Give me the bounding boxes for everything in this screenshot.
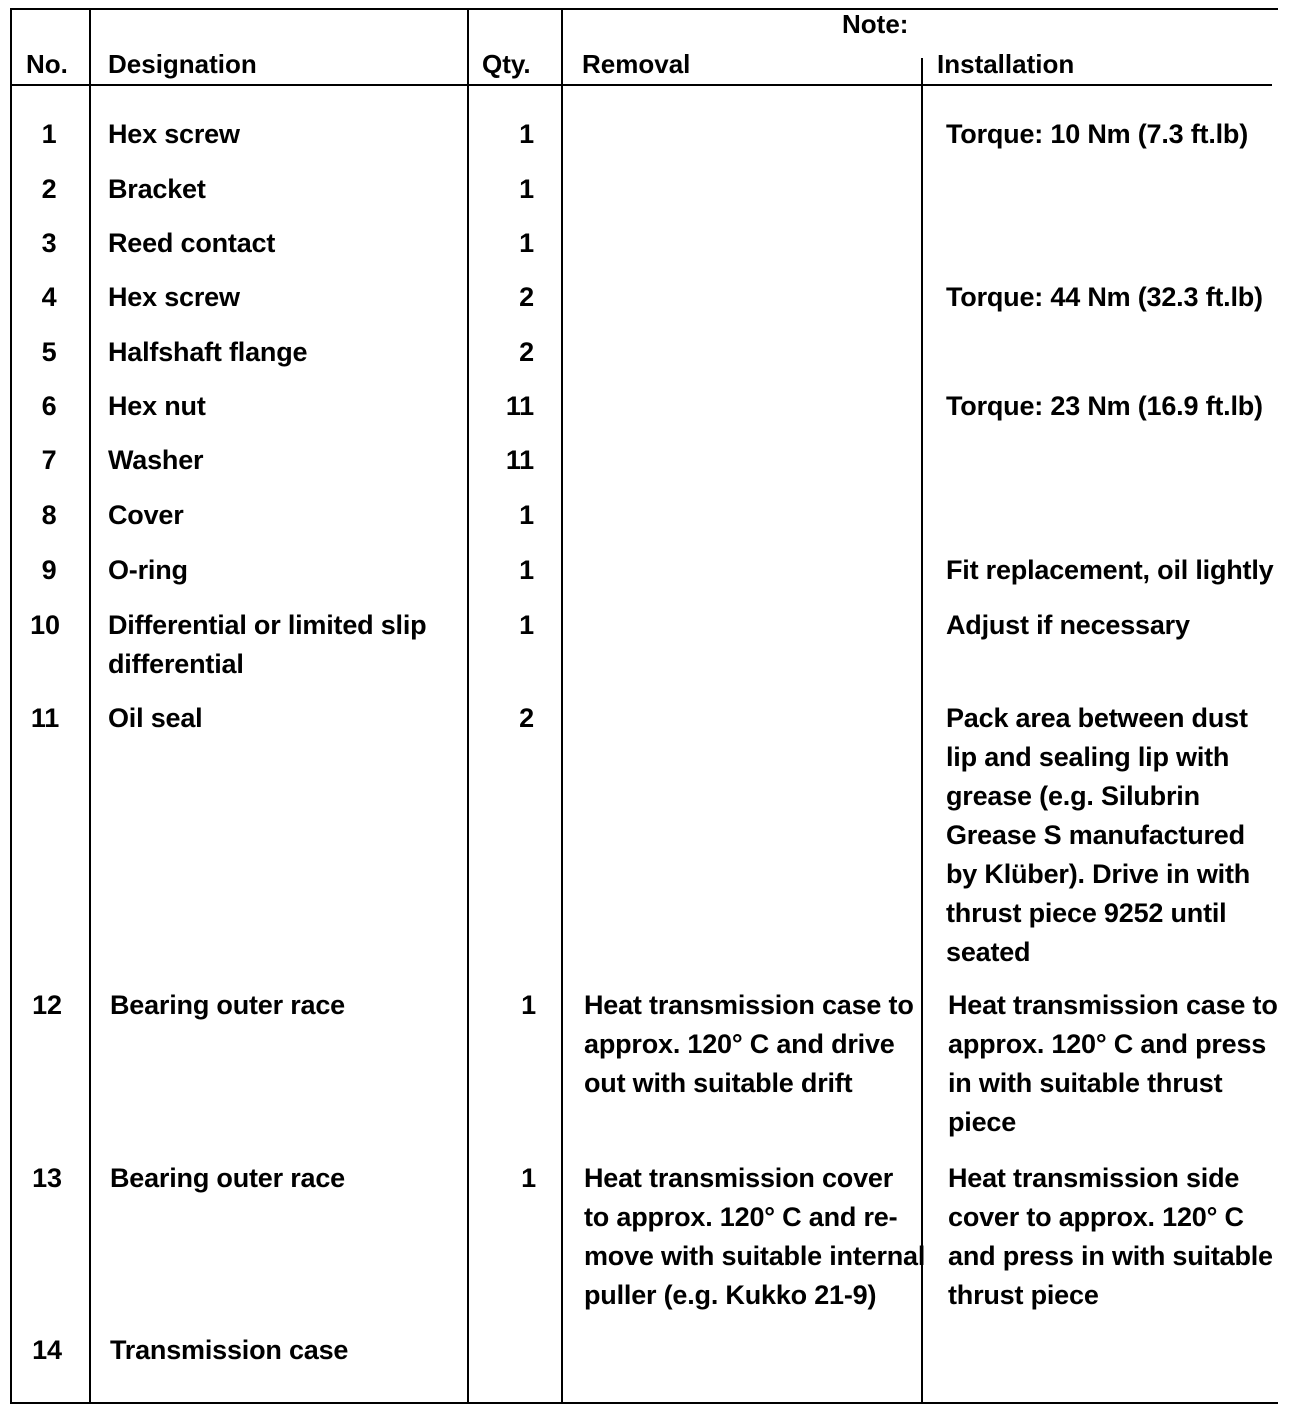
row-12-installation: Heat transmission case to approx. 120° C and press in with suitable thrust piece (948, 990, 1278, 1137)
row-13-installation: Heat transmission side cover to approx. 120° C and press in with suitable thrust piece (948, 1163, 1273, 1310)
row-13-no: 13 (32, 1163, 62, 1193)
row-9-designation: O-ring (108, 555, 188, 585)
row-8-no: 8 (41, 500, 57, 530)
row-11-no: 11 (30, 703, 60, 733)
header-installation: Installation (937, 49, 1075, 79)
row-2-designation: Bracket (108, 174, 206, 204)
row-6-installation: Torque: 23 Nm (16.9 ft.lb) (946, 391, 1263, 421)
row-6-qty: 11 (505, 391, 534, 421)
row-13-designation: Bearing outer race (110, 1163, 345, 1193)
row-8-designation: Cover (108, 500, 184, 530)
row-12-qty: 1 (521, 990, 536, 1020)
row-7-qty: 11 (505, 445, 534, 475)
row-13-qty: 1 (521, 1163, 536, 1193)
header-qty: Qty. (482, 49, 531, 79)
row-10-designation: Differential or limited slip differential (108, 610, 427, 679)
row-7-designation: Washer (108, 445, 204, 475)
row-2-no: 2 (41, 174, 57, 204)
row-1-qty: 1 (519, 119, 534, 149)
row-4-no: 4 (41, 282, 57, 312)
header-note: Note: (842, 9, 909, 39)
row-3-no: 3 (41, 228, 57, 258)
row-1-no: 1 (41, 119, 57, 149)
column-separator-no (89, 8, 91, 1404)
row-7-no: 7 (41, 445, 57, 475)
header-removal: Removal (582, 49, 691, 79)
row-14-no: 14 (32, 1335, 62, 1365)
header-designation: Designation (108, 49, 257, 79)
row-3-designation: Reed contact (108, 228, 276, 258)
row-13-removal: Heat transmission cover to approx. 120° C and re- move with suitable internal puller (e.g. Kukko 21-9) (584, 1163, 926, 1310)
row-8-qty: 1 (519, 500, 534, 530)
row-11-designation: Oil seal (108, 703, 203, 733)
row-4-qty: 2 (519, 282, 534, 312)
row-5-no: 5 (41, 337, 57, 367)
header-bottom-rule (10, 84, 1272, 86)
row-4-designation: Hex screw (108, 282, 240, 312)
row-6-designation: Hex nut (108, 391, 206, 421)
table-bottom-border (10, 1402, 1278, 1404)
row-2-qty: 1 (519, 174, 534, 204)
row-9-qty: 1 (519, 555, 534, 585)
row-11-installation: Pack area between dust lip and sealing lip with grease (e.g. Silubrin Grease S manufactured by Klüber). Drive in with thrust piece 9252 until seated (946, 703, 1251, 967)
table-top-border (10, 8, 1278, 10)
row-10-no: 10 (30, 610, 60, 640)
row-11-qty: 2 (519, 703, 534, 733)
row-10-installation: Adjust if necessary (946, 610, 1190, 640)
header-no: No. (26, 49, 68, 79)
row-4-installation: Torque: 44 Nm (32.3 ft.lb) (946, 282, 1263, 312)
row-5-designation: Halfshaft flange (108, 337, 308, 367)
row-9-installation: Fit replacement, oil lightly (946, 555, 1274, 585)
column-separator-qty (561, 8, 563, 1404)
row-9-no: 9 (41, 555, 57, 585)
row-5-qty: 2 (519, 337, 534, 367)
row-12-no: 12 (32, 990, 62, 1020)
row-1-installation: Torque: 10 Nm (7.3 ft.lb) (946, 119, 1249, 149)
row-12-designation: Bearing outer race (110, 990, 345, 1020)
row-3-qty: 1 (519, 228, 534, 258)
row-12-removal: Heat transmission case to approx. 120° C and drive out with suitable drift (584, 990, 914, 1098)
row-6-no: 6 (41, 391, 57, 421)
row-1-designation: Hex screw (108, 119, 240, 149)
column-separator-designation (467, 8, 469, 1404)
row-14-designation: Transmission case (110, 1335, 349, 1365)
row-10-qty: 1 (519, 610, 534, 640)
